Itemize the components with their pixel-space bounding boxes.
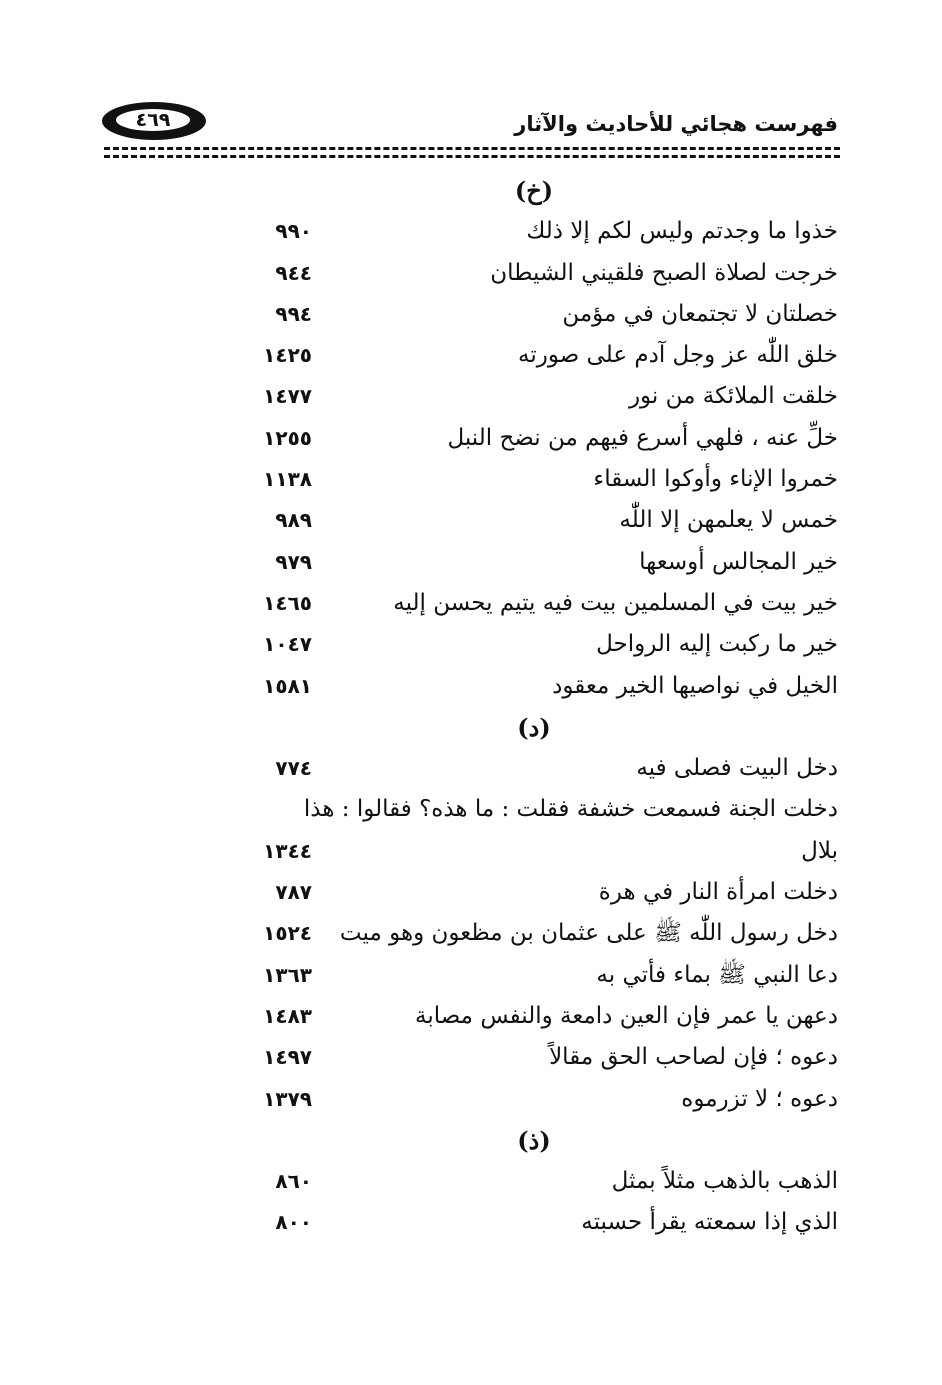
index-entry xyxy=(230,831,838,872)
index-entry xyxy=(230,294,838,335)
entry-text: خير المجالس أوسعها xyxy=(639,548,838,575)
entry-text: دخلت امرأة النار في هرة xyxy=(598,879,838,906)
entry-text: خلق اللّٰه عز وجل آدم على صورته xyxy=(517,342,838,369)
entry-number: ٨٦٠ xyxy=(275,1169,312,1194)
entry-text: خلقت الملائكة من نور xyxy=(628,383,838,410)
entry-text: خير ما ركبت إليه الرواحل xyxy=(596,631,838,658)
running-title: فهرست هجائي للأحاديث والآثار xyxy=(514,112,838,136)
entry-text: دعهن يا عمر فإن العين دامعة والنفس مصابة xyxy=(415,1002,838,1029)
entry-number: ٩٩٤ xyxy=(275,301,312,326)
entry-number: ١٥٨١ xyxy=(263,673,312,698)
entry-text: دعوه ؛ لا تزرموه xyxy=(681,1085,838,1112)
index-entry xyxy=(230,955,838,996)
entry-text: الذي إذا سمعته يقرأ حسبته xyxy=(581,1209,838,1236)
entry-text: خرجت لصلاة الصبح فلقيني الشيطان xyxy=(490,259,838,286)
entry-number: ١٣٧٩ xyxy=(263,1086,312,1111)
section-letter: (خ) xyxy=(514,176,554,205)
index-entry xyxy=(230,459,838,500)
index-entry xyxy=(230,418,838,459)
entry-number: ٩٤٤ xyxy=(275,260,312,285)
entry-number: ١٥٢٤ xyxy=(263,921,312,946)
index-entry xyxy=(230,335,838,376)
index-entry xyxy=(230,583,838,624)
entry-text: خمس لا يعلمهن إلا اللّٰه xyxy=(619,507,838,534)
index-entry xyxy=(230,500,838,541)
entry-number: ١٤٦٥ xyxy=(263,590,312,615)
entry-text: بلال xyxy=(801,837,838,864)
entry-number: ١٣٦٣ xyxy=(263,962,312,987)
section-letter: (ذ) xyxy=(517,1125,551,1155)
entry-text: الذهب بالذهب مثلاً بمثل xyxy=(611,1168,838,1195)
entry-number: ١٤٢٥ xyxy=(263,343,312,368)
entry-text: خير بيت في المسلمين بيت فيه يتيم يحسن إليه xyxy=(393,589,838,616)
index-entry xyxy=(230,211,838,252)
index-entry xyxy=(230,872,838,913)
entry-text: دعا النبي ﷺ بماء فأتي به xyxy=(596,961,838,988)
page-number-badge xyxy=(102,102,206,140)
entry-number: ٨٠٠ xyxy=(275,1210,312,1235)
index-entry xyxy=(230,624,838,665)
index-entry xyxy=(230,253,838,294)
entry-number: ١٤٧٧ xyxy=(263,384,312,409)
entry-number: ١٤٩٧ xyxy=(263,1045,312,1070)
entry-number: ١٤٨٣ xyxy=(263,1003,312,1028)
entry-text: دعوه ؛ فإن لصاحب الحق مقالاً xyxy=(549,1044,838,1071)
index-entry xyxy=(230,748,838,789)
index-entry xyxy=(230,789,838,830)
entry-number: ١١٣٨ xyxy=(263,467,312,492)
index-entry xyxy=(230,1161,838,1202)
entry-number: ١٣٤٤ xyxy=(263,838,312,863)
entry-number: ٩٧٩ xyxy=(275,549,312,574)
section-heading xyxy=(230,170,838,211)
index-entry xyxy=(230,913,838,954)
entry-text: خصلتان لا تجتمعان في مؤمن xyxy=(562,300,838,327)
entry-text: الخيل في نواصيها الخير معقود xyxy=(552,672,838,699)
entry-text: خذوا ما وجدتم وليس لكم إلا ذلك xyxy=(526,218,838,245)
section-heading xyxy=(230,1120,838,1161)
index-entry xyxy=(230,996,838,1037)
section-letter: (د) xyxy=(517,712,551,742)
entry-text: خمروا الإناء وأوكوا السقاء xyxy=(593,466,838,493)
index-entry xyxy=(230,1079,838,1120)
page-header xyxy=(100,100,842,160)
header-divider-top xyxy=(104,147,840,150)
entry-number: ١٠٤٧ xyxy=(263,632,312,657)
section-heading xyxy=(230,707,838,748)
entry-text: دخلت الجنة فسمعت خشفة فقلت : ما هذه؟ فقالوا : هذا xyxy=(303,796,838,823)
entry-number: ٩٩٠ xyxy=(275,219,312,244)
index-entry xyxy=(230,1037,838,1078)
header-divider-bottom xyxy=(104,155,840,158)
index-entry xyxy=(230,376,838,417)
index-entry xyxy=(230,1202,838,1243)
entry-number: ٧٧٤ xyxy=(275,756,312,781)
entry-text: دخل رسول اللّٰه ﷺ على عثمان بن مظعون وهو ميت xyxy=(339,920,838,947)
entry-number: ٧٨٧ xyxy=(275,880,312,905)
index-entry xyxy=(230,666,838,707)
entry-number: ٩٨٩ xyxy=(275,508,312,533)
entry-text: دخل البيت فصلى فيه xyxy=(636,755,838,782)
page-number: ٤٦٩ xyxy=(116,109,190,131)
entry-text: خلِّ عنه ، فلهي أسرع فيهم من نضح النبل xyxy=(447,424,838,451)
index-entry xyxy=(230,542,838,583)
index-entries xyxy=(230,170,838,1244)
entry-number: ١٢٥٥ xyxy=(263,425,312,450)
